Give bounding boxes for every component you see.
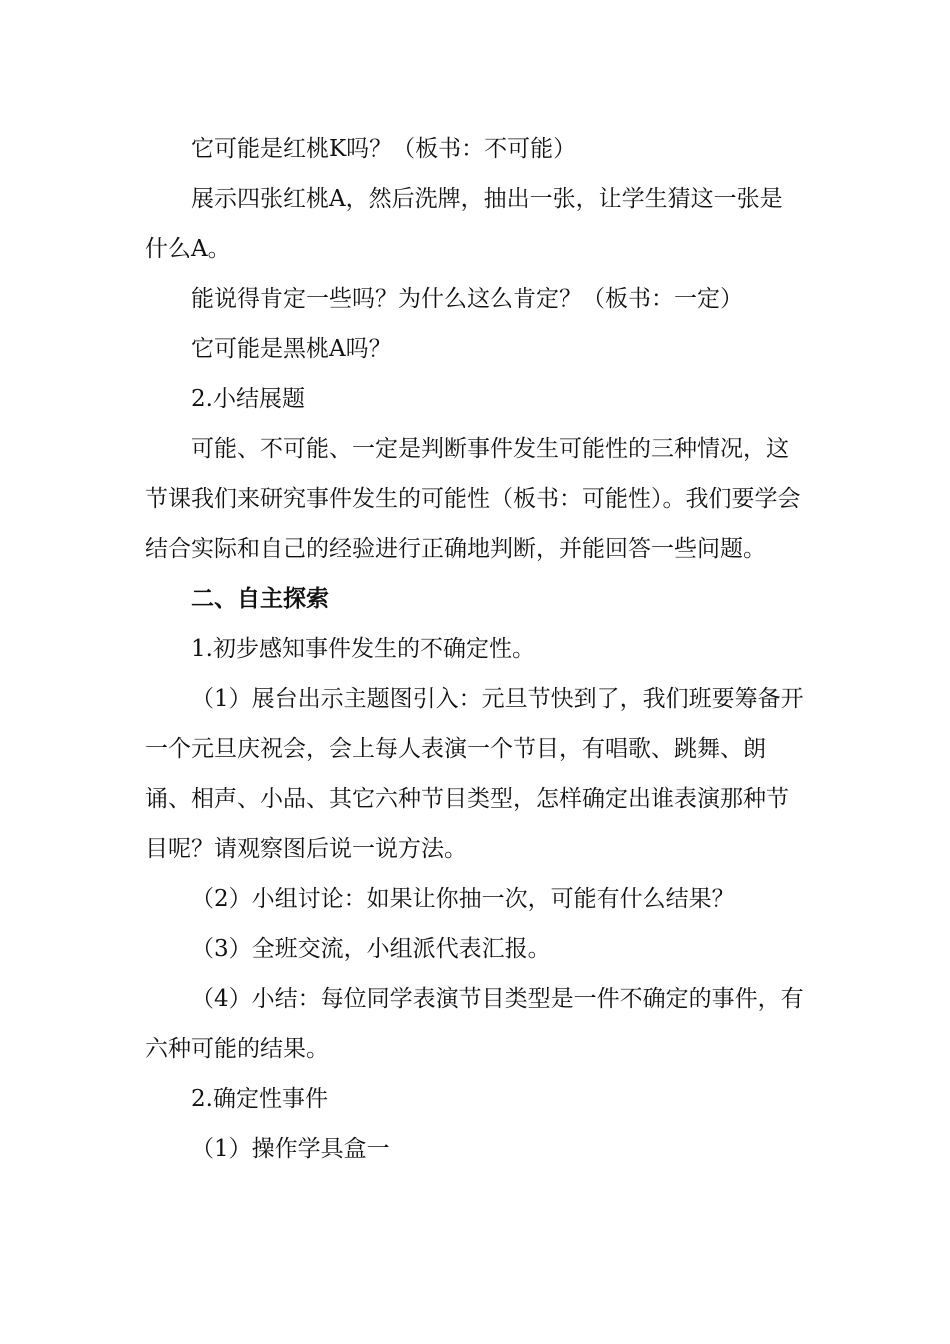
paragraph-step-3: （3）全班交流，小组派代表汇报。 [191, 936, 551, 962]
paragraph-2: 展示四张红桃A，然后洗牌，抽出一张，让学生猜这一张是什么A。 [145, 186, 783, 262]
section-subheading-certainty: 2.确定性事件 [191, 1086, 328, 1112]
paragraph-operation: （1）操作学具盒一 [191, 1136, 390, 1162]
section-heading-self-exploration: 二、自主探索 [191, 586, 329, 612]
section-subheading-uncertainty: 1.初步感知事件发生的不确定性。 [191, 636, 535, 662]
paragraph-summary: 可能、不可能、一定是判断事件发生可能性的三种情况，这节课我们来研究事件发生的可能性（板书：可能性）。我们要学会结合实际和自己的经验进行正确地判断，并能回答一些问题。 [145, 436, 801, 562]
paragraph-step-4: （4）小结：每位同学表演节目类型是一件不确定的事件，有六种可能的结果。 [145, 986, 804, 1062]
paragraph-1: 它可能是红桃K吗？（板书：不可能） [191, 136, 577, 162]
paragraph-4: 它可能是黑桃A吗？ [191, 336, 392, 362]
paragraph-3: 能说得肯定一些吗？为什么这么肯定？（板书：一定） [191, 286, 743, 312]
section-subheading-summary: 2.小结展题 [191, 386, 305, 412]
document-body [145, 124, 805, 1174]
paragraph-step-1: （1）展台出示主题图引入：元旦节快到了，我们班要筹备开一个元旦庆祝会，会上每人表演一个节目，有唱歌、跳舞、朗诵、相声、小品、其它六种节目类型，怎样确定出谁表演那种节目呢？请观察图后说一说方法。 [145, 686, 804, 862]
paragraph-step-2: （2）小组讨论：如果让你抽一次，可能有什么结果？ [191, 886, 735, 912]
